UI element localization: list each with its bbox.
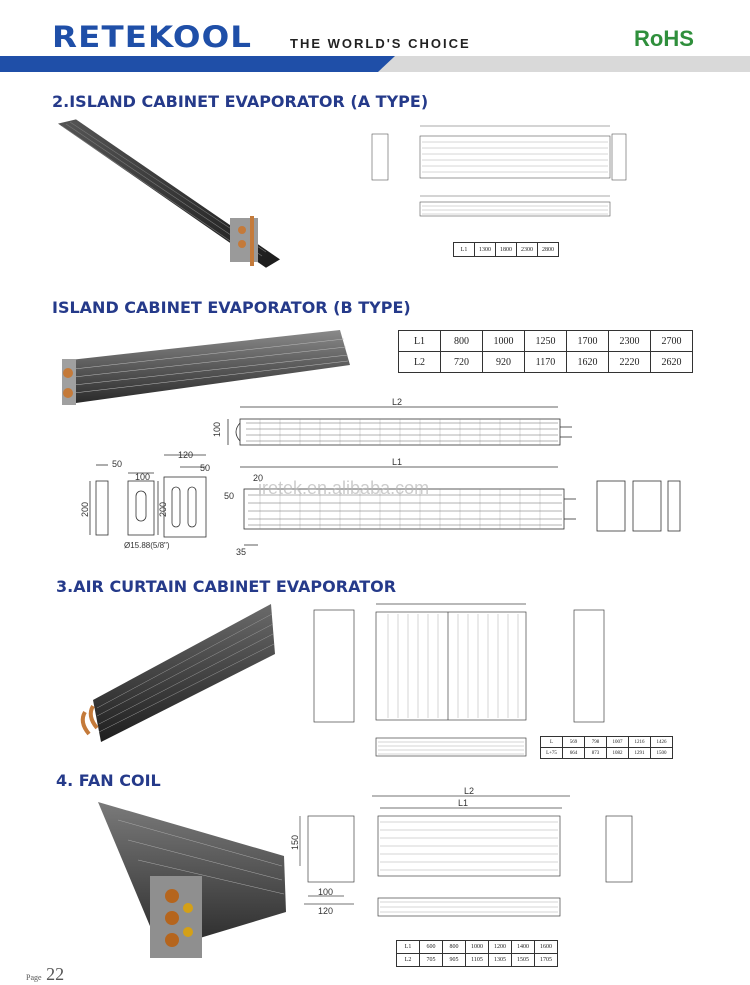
table-cell: 1000 — [483, 331, 525, 352]
table-cell: L — [541, 737, 563, 748]
table-cell: 2220 — [609, 352, 651, 373]
dim-120-d: 120 — [318, 906, 334, 916]
table-cell: 1500 — [651, 748, 673, 759]
dim-l2: L2 — [392, 397, 403, 407]
table-cell: 1250 — [525, 331, 567, 352]
table-cell: 1600 — [535, 941, 558, 954]
table-cell: 1216 — [629, 737, 651, 748]
table-cell: 1505 — [512, 954, 535, 967]
product-photo-c — [75, 602, 285, 752]
spec-table-c — [540, 736, 673, 759]
dim-l1-d: L1 — [458, 798, 469, 808]
dim-50b: 50 — [200, 463, 211, 473]
table-cell: 1705 — [535, 954, 558, 967]
table-cell: 1007 — [607, 737, 629, 748]
table-cell: 569 — [563, 737, 585, 748]
table-cell: 1300 — [475, 243, 496, 257]
table-cell: 1426 — [651, 737, 673, 748]
tagline: THE WORLD'S CHOICE — [290, 36, 471, 51]
drawing-d — [290, 786, 650, 936]
table-cell: 720 — [441, 352, 483, 373]
table-cell: 1200 — [489, 941, 512, 954]
product-photo-a — [52, 118, 282, 278]
page-number-value: 22 — [46, 964, 65, 984]
spec-table-b — [398, 330, 693, 373]
table-cell: 2800 — [538, 243, 559, 257]
dim-50c: 50 — [224, 491, 235, 501]
table-cell: L+75 — [541, 748, 563, 759]
dim-tube: Ø15.88(5/8") — [124, 541, 170, 550]
table-cell: 600 — [420, 941, 443, 954]
table-cell: 800 — [441, 331, 483, 352]
dim-150: 150 — [290, 834, 300, 850]
dim-20: 20 — [253, 473, 264, 483]
table-cell: 798 — [585, 737, 607, 748]
dim-35: 35 — [236, 547, 247, 557]
table-cell: L2 — [397, 954, 420, 967]
dim-100: 100 — [212, 421, 222, 437]
dim-120: 120 — [178, 450, 194, 460]
dim-50a: 50 — [112, 459, 123, 469]
table-cell: 2700 — [651, 331, 693, 352]
table-cell: 1305 — [489, 954, 512, 967]
table-cell: 1620 — [567, 352, 609, 373]
section-d-title: 4. FAN COIL — [56, 771, 161, 790]
dim-l2-d: L2 — [464, 786, 475, 796]
table-cell: 873 — [585, 748, 607, 759]
table-cell: 1700 — [567, 331, 609, 352]
brand-logo: RETEKOOL — [52, 20, 253, 54]
dim-200b: 200 — [158, 501, 168, 517]
table-cell: L2 — [399, 352, 441, 373]
section-b-title: ISLAND CABINET EVAPORATOR (B TYPE) — [52, 298, 411, 317]
table-cell: L1 — [397, 941, 420, 954]
dim-100w: 100 — [135, 472, 151, 482]
rohs-badge: RoHS — [634, 26, 694, 51]
table-cell: L1 — [399, 331, 441, 352]
table-cell: 1082 — [607, 748, 629, 759]
table-cell: 1800 — [496, 243, 517, 257]
page-label: Page — [26, 973, 42, 982]
table-cell: 2300 — [517, 243, 538, 257]
table-cell: 1000 — [466, 941, 489, 954]
section-a-title: 2.ISLAND CABINET EVAPORATOR (A TYPE) — [52, 92, 429, 111]
table-cell: 920 — [483, 352, 525, 373]
table-cell: 664 — [563, 748, 585, 759]
section-c-title: 3.AIR CURTAIN CABINET EVAPORATOR — [56, 577, 397, 596]
table-cell: L1 — [454, 243, 475, 257]
table-cell: 905 — [443, 954, 466, 967]
drawing-a — [352, 116, 642, 261]
dim-100-d: 100 — [318, 887, 334, 897]
table-cell: 1170 — [525, 352, 567, 373]
spec-table-a — [453, 242, 559, 257]
product-photo-d — [88, 800, 288, 965]
header-bar — [0, 56, 750, 72]
dim-200a: 200 — [80, 501, 90, 517]
table-cell: 1291 — [629, 748, 651, 759]
table-cell: 2620 — [651, 352, 693, 373]
table-cell: 1105 — [466, 954, 489, 967]
table-cell: 800 — [443, 941, 466, 954]
table-cell: 1400 — [512, 941, 535, 954]
dim-l1: L1 — [392, 457, 403, 467]
watermark: iretek.en.alibaba.com — [258, 478, 430, 498]
spec-table-d — [396, 940, 558, 967]
table-cell: 705 — [420, 954, 443, 967]
table-cell: 2300 — [609, 331, 651, 352]
